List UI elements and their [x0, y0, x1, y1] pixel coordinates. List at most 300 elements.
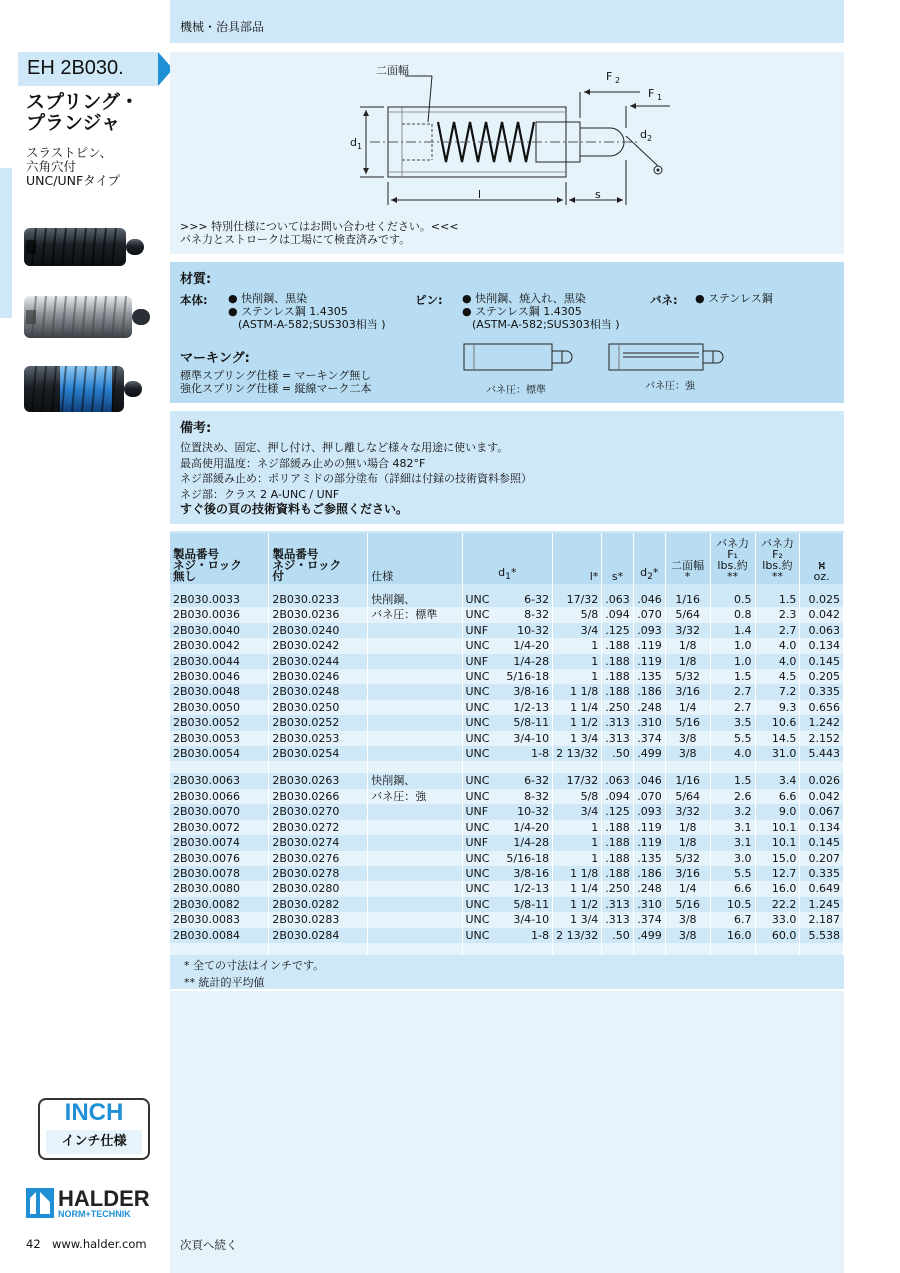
photo-locking-plunger [24, 366, 142, 412]
cell-d2: .119 [633, 638, 665, 653]
product-title-line2: プランジャ [26, 112, 121, 134]
cell-hex: 5/32 [665, 669, 710, 684]
cell-f2: 1.5 [755, 592, 800, 607]
cell-hex: 3/32 [665, 623, 710, 638]
cell-thread-size: 1-8 [531, 747, 550, 761]
table-row [170, 731, 844, 746]
cell-d2: .499 [633, 746, 665, 761]
remarks-line2: 最高使用温度：ネジ部緩み止めの無い場合 482°F [180, 456, 426, 470]
cell-hex: 3/8 [665, 928, 710, 943]
cell-thread-type: UNF [465, 654, 489, 668]
table-row [170, 928, 844, 943]
spacer-cell [633, 761, 665, 773]
cell-l: 1 [553, 669, 602, 684]
header-part-no-plain: 製品番号 ネジ・ロック 無し [170, 533, 269, 584]
table-row [170, 804, 844, 819]
cell-weight: 0.067 [800, 804, 844, 819]
cell-s: .188 [602, 684, 634, 699]
cell-part-no-plain: 2B030.0044 [170, 654, 269, 669]
spacer-cell [170, 761, 269, 773]
cell-f2: 14.5 [755, 731, 800, 746]
cell-part-no-lock: 2B030.0244 [269, 654, 368, 669]
cell-f1: 2.7 [710, 700, 755, 715]
page-number: 42 [26, 1237, 41, 1251]
cell-spec [368, 835, 462, 850]
cell-d2: .186 [633, 866, 665, 881]
table-row [170, 715, 844, 730]
cell-weight: 1.245 [800, 897, 844, 912]
cell-s: .50 [602, 928, 634, 943]
cell-f2: 4.5 [755, 669, 800, 684]
category-label: 機械・治具部品 [180, 20, 265, 34]
cell-weight: 0.134 [800, 820, 844, 835]
cell-thread-type: UNC [465, 820, 490, 834]
cell-weight: 0.063 [800, 623, 844, 638]
cell-part-no-lock: 2B030.0252 [269, 715, 368, 730]
cell-part-no-plain: 2B030.0084 [170, 928, 269, 943]
cell-weight: 2.152 [800, 731, 844, 746]
cell-weight: 0.025 [800, 592, 844, 607]
cell-thread [462, 623, 553, 638]
cell-part-no-plain: 2B030.0078 [170, 866, 269, 881]
cell-part-no-lock: 2B030.0242 [269, 638, 368, 653]
cell-weight: 1.242 [800, 715, 844, 730]
materials-heading: 材質: [180, 272, 212, 287]
spacer-cell [269, 943, 368, 955]
marking-heading: マーキング: [180, 351, 250, 366]
cell-spec [368, 700, 462, 715]
cell-thread-size: 3/8-16 [513, 866, 550, 880]
product-title-line1: スプリング・ [26, 91, 139, 113]
cell-f1: 10.5 [710, 897, 755, 912]
spacer-cell [553, 584, 602, 592]
cell-thread-size: 8-32 [524, 608, 550, 622]
drawing-label-d1: d [350, 136, 357, 149]
table-body [170, 584, 844, 955]
cell-s: .188 [602, 866, 634, 881]
cell-thread-type: UNC [465, 851, 490, 865]
cell-thread-type: UNC [465, 670, 490, 684]
marking-caption-standard: バネ圧：標準 [486, 385, 546, 396]
photo-black-plunger [24, 228, 144, 266]
cell-part-no-plain: 2B030.0040 [170, 623, 269, 638]
marking-caption-strong: バネ圧：強 [645, 381, 695, 392]
cell-d2: .186 [633, 684, 665, 699]
cell-spec [368, 623, 462, 638]
cell-f2: 2.3 [755, 607, 800, 622]
marking-strong-drawing [605, 340, 735, 374]
cell-spec [368, 866, 462, 881]
cell-f2: 60.0 [755, 928, 800, 943]
cell-d2: .135 [633, 851, 665, 866]
cell-part-no-plain: 2B030.0054 [170, 746, 269, 761]
table-row [170, 881, 844, 896]
halder-logo-icon [26, 1188, 54, 1218]
product-sub-line2: 六角穴付 [26, 159, 77, 174]
materials-spring-label: バネ: [650, 293, 678, 307]
cell-thread-size: 10-32 [517, 623, 550, 637]
cell-thread-type: UNC [465, 608, 490, 622]
cell-s: .188 [602, 638, 634, 653]
cell-part-no-plain: 2B030.0076 [170, 851, 269, 866]
remarks-lines [180, 440, 532, 518]
spacer-cell [368, 943, 462, 955]
spacer-cell [755, 943, 800, 955]
cell-l: 17/32 [553, 773, 602, 788]
cell-thread-type: UNC [465, 700, 490, 714]
cell-d2: .310 [633, 897, 665, 912]
cell-part-no-lock: 2B030.0253 [269, 731, 368, 746]
cell-thread [462, 684, 553, 699]
cell-s: .313 [602, 912, 634, 927]
cell-weight: 0.042 [800, 607, 844, 622]
cell-hex: 1/8 [665, 820, 710, 835]
cell-part-no-lock: 2B030.0233 [269, 592, 368, 607]
cell-thread-type: UNC [465, 685, 490, 699]
cell-spec: 快削鋼、 [368, 592, 462, 607]
cell-part-no-lock: 2B030.0283 [269, 912, 368, 927]
cell-f1: 16.0 [710, 928, 755, 943]
cell-spec [368, 746, 462, 761]
cell-hex: 3/8 [665, 731, 710, 746]
cell-s: .50 [602, 746, 634, 761]
cell-thread [462, 654, 553, 669]
product-code-tab [18, 52, 158, 86]
marking-line2: 強化スプリング仕様 = 縦線マーク二本 [180, 382, 372, 395]
spacer-cell [602, 761, 634, 773]
cell-spec [368, 654, 462, 669]
cell-l: 3/4 [553, 804, 602, 819]
cell-part-no-lock: 2B030.0263 [269, 773, 368, 788]
spacer-cell [368, 584, 462, 592]
cell-s: .250 [602, 881, 634, 896]
cell-f1: 6.6 [710, 881, 755, 896]
table-row [170, 638, 844, 653]
cell-weight: 2.187 [800, 912, 844, 927]
drawing-label-F1-sub: 1 [657, 93, 663, 102]
cell-thread-size: 10-32 [517, 805, 550, 819]
spacer-cell [170, 584, 269, 592]
cell-f1: 0.5 [710, 592, 755, 607]
header-weight-unit: oz. [813, 570, 830, 583]
cell-thread [462, 773, 553, 788]
footnote-1: * 全ての寸法はインチです。 [184, 959, 325, 972]
cell-part-no-lock: 2B030.0272 [269, 820, 368, 835]
cell-thread [462, 881, 553, 896]
spacer-cell [269, 761, 368, 773]
continued-note: 次頁へ続く [180, 1238, 238, 1252]
cell-thread-type: UNC [465, 716, 490, 730]
spacer-cell [368, 761, 462, 773]
cell-part-no-lock: 2B030.0276 [269, 851, 368, 866]
cell-f2: 9.0 [755, 804, 800, 819]
cell-s: .094 [602, 789, 634, 804]
cell-part-no-plain: 2B030.0052 [170, 715, 269, 730]
cell-spec [368, 912, 462, 927]
website-link[interactable]: www.halder.com [52, 1237, 147, 1251]
cell-f1: 5.5 [710, 866, 755, 881]
cell-thread [462, 638, 553, 653]
remarks-line5: すぐ後の頁の技術資料もご参照ください。 [180, 502, 409, 516]
cell-spec [368, 804, 462, 819]
header-d1-star: * [510, 565, 517, 579]
cell-part-no-plain: 2B030.0082 [170, 897, 269, 912]
table-spacer [170, 584, 844, 592]
marking-line1: 標準スプリング仕様 = マーキング無し [180, 369, 372, 382]
cell-s: .188 [602, 669, 634, 684]
spacer-cell [665, 761, 710, 773]
cell-f1: 3.1 [710, 835, 755, 850]
cell-thread-size: 5/8-11 [513, 897, 550, 911]
header-hex: 二面幅* [665, 533, 710, 584]
remarks-heading: 備考: [180, 421, 212, 436]
spacer-cell [710, 943, 755, 955]
cell-spec [368, 820, 462, 835]
cell-thread [462, 928, 553, 943]
drawing-label-d1-sub: 1 [357, 142, 363, 151]
table-row [170, 851, 844, 866]
cell-l: 1 [553, 835, 602, 850]
cell-d2: .046 [633, 773, 665, 788]
lower-blank-panel [170, 991, 844, 1273]
cell-s: .188 [602, 820, 634, 835]
table-row [170, 746, 844, 761]
cell-part-no-plain: 2B030.0048 [170, 684, 269, 699]
cell-f2: 4.0 [755, 638, 800, 653]
cell-thread-size: 3/4-10 [513, 913, 550, 927]
materials-body-label: 本体: [180, 293, 208, 307]
table-row [170, 789, 844, 804]
spacer-cell [462, 584, 553, 592]
cell-s: .250 [602, 700, 634, 715]
logo-name: HALDER [58, 1186, 150, 1211]
cell-d2: .093 [633, 623, 665, 638]
cell-spec [368, 928, 462, 943]
spacer-cell [633, 943, 665, 955]
drawing-label-l: l [478, 188, 482, 201]
cell-part-no-plain: 2B030.0083 [170, 912, 269, 927]
cell-part-no-plain: 2B030.0053 [170, 731, 269, 746]
drawing-label-d2: d [640, 128, 647, 141]
cell-part-no-plain: 2B030.0070 [170, 804, 269, 819]
cell-f1: 2.6 [710, 789, 755, 804]
cell-thread [462, 851, 553, 866]
cell-part-no-lock: 2B030.0250 [269, 700, 368, 715]
cell-part-no-plain: 2B030.0050 [170, 700, 269, 715]
table-row [170, 866, 844, 881]
cell-weight: 0.145 [800, 835, 844, 850]
cell-f2: 2.7 [755, 623, 800, 638]
cell-part-no-plain: 2B030.0036 [170, 607, 269, 622]
cell-thread-size: 1-8 [531, 928, 550, 942]
cell-part-no-plain: 2B030.0066 [170, 789, 269, 804]
spacer-cell [755, 584, 800, 592]
cell-spec [368, 684, 462, 699]
spacer-cell [553, 761, 602, 773]
drawing-label-F1: F [648, 87, 655, 100]
product-code: EH 2B030. [27, 57, 124, 79]
cell-d2: .119 [633, 820, 665, 835]
cell-spec: バネ圧：強 [368, 789, 462, 804]
cell-s: .063 [602, 773, 634, 788]
cell-part-no-lock: 2B030.0282 [269, 897, 368, 912]
cell-weight: 0.649 [800, 881, 844, 896]
cell-d2: .499 [633, 928, 665, 943]
product-title [26, 92, 139, 134]
cell-hex: 5/16 [665, 897, 710, 912]
cell-thread-type: UNC [465, 593, 490, 606]
cell-hex: 1/8 [665, 654, 710, 669]
cell-weight: 0.205 [800, 669, 844, 684]
spacer-cell [602, 584, 634, 592]
cell-l: 1 1/4 [553, 881, 602, 896]
cell-hex: 3/8 [665, 912, 710, 927]
cell-s: .125 [602, 804, 634, 819]
drawing-label-F2: F [606, 70, 613, 83]
header-spec: 仕様 [368, 533, 462, 584]
header-d2 [633, 533, 665, 584]
remarks-line3: ネジ部緩み止め：ポリアミドの部分塗布（詳細は付録の技術資料参照） [180, 472, 532, 485]
cell-hex: 3/16 [665, 866, 710, 881]
header-l: l* [553, 533, 602, 584]
cell-thread-type: UNC [465, 913, 490, 927]
cell-d2: .119 [633, 654, 665, 669]
cell-part-no-lock: 2B030.0248 [269, 684, 368, 699]
cell-d2: .248 [633, 881, 665, 896]
cell-f2: 3.4 [755, 773, 800, 788]
materials-pin-line2: ● ステンレス鋼 1.4305 [462, 305, 582, 318]
cell-thread-type: UNC [465, 882, 490, 896]
cell-thread-type: UNC [465, 928, 490, 942]
cell-f1: 6.7 [710, 912, 755, 927]
cell-thread [462, 912, 553, 927]
table-row [170, 700, 844, 715]
cell-d2: .046 [633, 592, 665, 607]
table-row [170, 669, 844, 684]
cell-s: .188 [602, 851, 634, 866]
spacer-cell [710, 584, 755, 592]
cell-l: 1 3/4 [553, 912, 602, 927]
cell-thread [462, 897, 553, 912]
left-accent-stripe [0, 168, 12, 318]
cell-d2: .070 [633, 607, 665, 622]
cell-part-no-lock: 2B030.0278 [269, 866, 368, 881]
cell-f1: 1.5 [710, 773, 755, 788]
spacer-cell [170, 943, 269, 955]
cell-d2: .093 [633, 804, 665, 819]
cell-hex: 1/8 [665, 638, 710, 653]
cell-hex: 1/8 [665, 835, 710, 850]
cell-thread-type: UNC [465, 866, 490, 880]
cell-part-no-lock: 2B030.0270 [269, 804, 368, 819]
table-row [170, 623, 844, 638]
cell-hex: 5/64 [665, 789, 710, 804]
cell-spec [368, 897, 462, 912]
cell-weight: 0.145 [800, 654, 844, 669]
table-row [170, 684, 844, 699]
spacer-cell [462, 943, 553, 955]
cell-weight: 0.335 [800, 684, 844, 699]
cell-f2: 6.6 [755, 789, 800, 804]
materials-pin-label: ピン: [415, 293, 443, 307]
cell-l: 1 1/4 [553, 700, 602, 715]
cell-thread [462, 607, 553, 622]
cell-thread [462, 715, 553, 730]
cell-l: 1 [553, 851, 602, 866]
cell-spec: バネ圧：標準 [368, 607, 462, 622]
cell-s: .125 [602, 623, 634, 638]
cell-thread-size: 1/4-28 [513, 836, 550, 850]
cell-part-no-plain: 2B030.0042 [170, 638, 269, 653]
cell-f1: 0.8 [710, 607, 755, 622]
spacer-cell [800, 761, 844, 773]
materials-body-line2: ● ステンレス鋼 1.4305 [228, 305, 348, 318]
cell-f2: 9.3 [755, 700, 800, 715]
cell-weight: 0.335 [800, 866, 844, 881]
spacer-cell [553, 943, 602, 955]
header-d1 [462, 533, 553, 584]
header-s: s* [602, 533, 634, 584]
cell-part-no-plain: 2B030.0033 [170, 592, 269, 607]
table-row [170, 592, 844, 607]
cell-weight: 5.538 [800, 928, 844, 943]
cell-f1: 1.4 [710, 623, 755, 638]
cell-part-no-lock: 2B030.0284 [269, 928, 368, 943]
cell-s: .063 [602, 592, 634, 607]
cell-f1: 5.5 [710, 731, 755, 746]
cell-l: 5/8 [553, 789, 602, 804]
cell-d2: .070 [633, 789, 665, 804]
cell-thread-size: 1/4-28 [513, 654, 550, 668]
cell-thread-type: UNF [465, 836, 489, 850]
cell-weight: 0.656 [800, 700, 844, 715]
spacer-cell [710, 761, 755, 773]
materials-body-line1: ● 快削鋼、黒染 [228, 292, 308, 305]
marking-text [180, 369, 372, 395]
cell-hex: 1/16 [665, 773, 710, 788]
table-row [170, 835, 844, 850]
cell-thread-size: 1/4-20 [513, 820, 550, 834]
cell-part-no-lock: 2B030.0246 [269, 669, 368, 684]
cell-thread [462, 789, 553, 804]
cell-thread-type: UNC [465, 789, 490, 803]
cell-thread-size: 5/16-18 [506, 851, 550, 865]
cell-thread [462, 700, 553, 715]
product-sub-line1: スラストピン、 [26, 145, 113, 160]
cell-f2: 33.0 [755, 912, 800, 927]
spec-table [170, 533, 844, 955]
cell-d2: .374 [633, 912, 665, 927]
cell-part-no-plain: 2B030.0080 [170, 881, 269, 896]
remarks-line4: ネジ部：クラス 2 A-UNC / UNF [180, 487, 340, 501]
cell-hex: 5/16 [665, 715, 710, 730]
category-band [170, 0, 844, 43]
cell-s: .094 [602, 607, 634, 622]
cell-hex: 1/16 [665, 592, 710, 607]
cell-f2: 16.0 [755, 881, 800, 896]
weight-icon: ⛕ [817, 559, 826, 572]
cell-spec [368, 851, 462, 866]
cell-weight: 0.026 [800, 773, 844, 788]
cell-f2: 7.2 [755, 684, 800, 699]
table-row [170, 654, 844, 669]
header-weight [800, 533, 844, 584]
photo-steel-plunger [24, 296, 150, 338]
cell-thread-size: 1/2-13 [513, 700, 550, 714]
materials-pin [462, 292, 620, 331]
cell-l: 3/4 [553, 623, 602, 638]
cell-spec [368, 881, 462, 896]
